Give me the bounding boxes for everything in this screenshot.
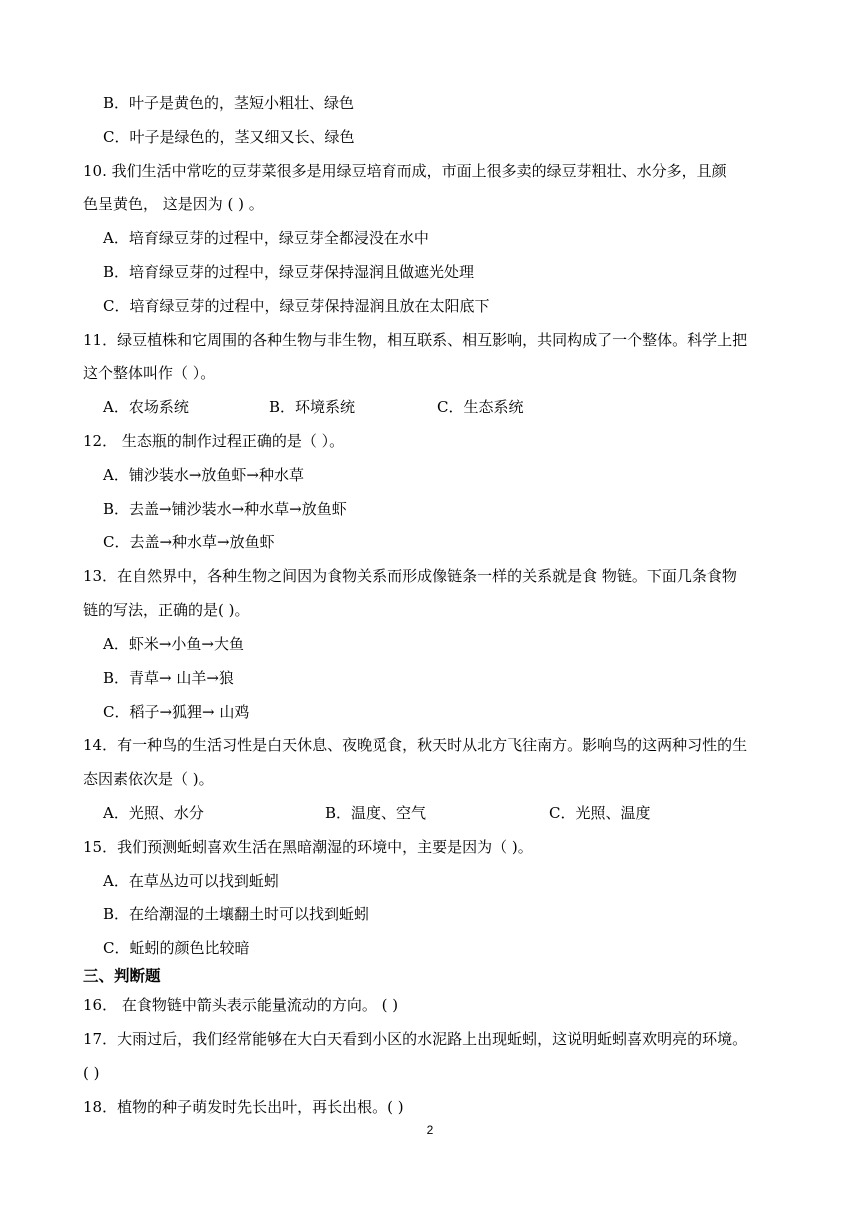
option-line: C．叶子是绿色的，茎又细又长、绿色 <box>103 128 355 146</box>
question-17-cont: ( ) <box>83 1064 100 1082</box>
question-12: 12． 生态瓶的制作过程正确的是（ ）。 <box>83 432 345 450</box>
option-b: B．温度、空气 <box>325 804 427 822</box>
question-13: 13．在自然界中，各种生物之间因为食物关系而形成像链条一样的关系就是食 物链。下面几条食物 <box>83 567 737 585</box>
question-14: 14．有一种鸟的生活习性是白天休息、夜晚觅食，秋天时从北方飞往南方。影响鸟的这两种习性的生 <box>83 736 748 754</box>
option-line: B．培育绿豆芽的过程中，绿豆芽保持湿润且做遮光处理 <box>103 263 475 281</box>
question-10-cont: 色呈黄色， 这是因为 ( ) 。 <box>83 195 264 213</box>
question-14-cont: 态因素依次是（ )。 <box>83 770 214 788</box>
option-line: A．虾米→小鱼→大鱼 <box>103 635 244 653</box>
question-11-cont: 这个整体叫作（ ）。 <box>83 364 216 382</box>
option-line: A．在草丛边可以找到蚯蚓 <box>103 872 279 890</box>
option-a: A．农场系统 <box>103 398 189 416</box>
option-line: A．培育绿豆芽的过程中，绿豆芽全都浸没在水中 <box>103 229 429 247</box>
option-line: C．培育绿豆芽的过程中，绿豆芽保持湿润且放在太阳底下 <box>103 297 490 315</box>
question-11-options <box>103 397 800 419</box>
question-13-cont: 链的写法，正确的是( )。 <box>83 601 250 619</box>
question-17: 17．大雨过后，我们经常能够在大白天看到小区的水泥路上出现蚯蚓，这说明蚯蚓喜欢明亮的环境。 <box>83 1030 748 1048</box>
option-line: B．去盖→铺沙装水→种水草→放鱼虾 <box>103 500 347 518</box>
question-11: 11．绿豆植株和它周围的各种生物与非生物，相互联系、相互影响，共同构成了一个整体。科学上把 <box>83 331 748 349</box>
option-line: B．叶子是黄色的，茎短小粗壮、绿色 <box>103 94 355 112</box>
option-line: B．青草→ 山羊→狼 <box>103 669 234 687</box>
page-number: 2 <box>426 1123 434 1137</box>
question-16: 16． 在食物链中箭头表示能量流动的方向。 ( ) <box>83 996 399 1014</box>
option-b: B．环境系统 <box>269 398 356 416</box>
option-a: A．光照、水分 <box>103 804 204 822</box>
option-line: C．稻子→狐狸→ 山鸡 <box>103 703 250 721</box>
option-line: C．去盖→种水草→放鱼虾 <box>103 533 275 551</box>
question-15: 15．我们预测蚯蚓喜欢生活在黑暗潮湿的环境中，主要是因为（ )。 <box>83 838 533 856</box>
option-c: C．光照、温度 <box>549 804 651 822</box>
option-line: B．在给潮湿的土壤翻土时可以找到蚯蚓 <box>103 905 370 923</box>
section-title: 三、判断题 <box>83 967 161 985</box>
question-18: 18．植物的种子萌发时先长出叶，再长出根。( ) <box>83 1098 404 1116</box>
question-14-options <box>103 803 800 825</box>
option-c: C．生态系统 <box>437 398 524 416</box>
question-10: 10. 我们生活中常吃的豆芽菜很多是用绿豆培育而成，市面上很多卖的绿豆芽粗壮、水分多，且颜 <box>83 162 727 180</box>
option-line: C．蚯蚓的颜色比较暗 <box>103 939 250 957</box>
option-line: A．铺沙装水→放鱼虾→种水草 <box>103 466 304 484</box>
